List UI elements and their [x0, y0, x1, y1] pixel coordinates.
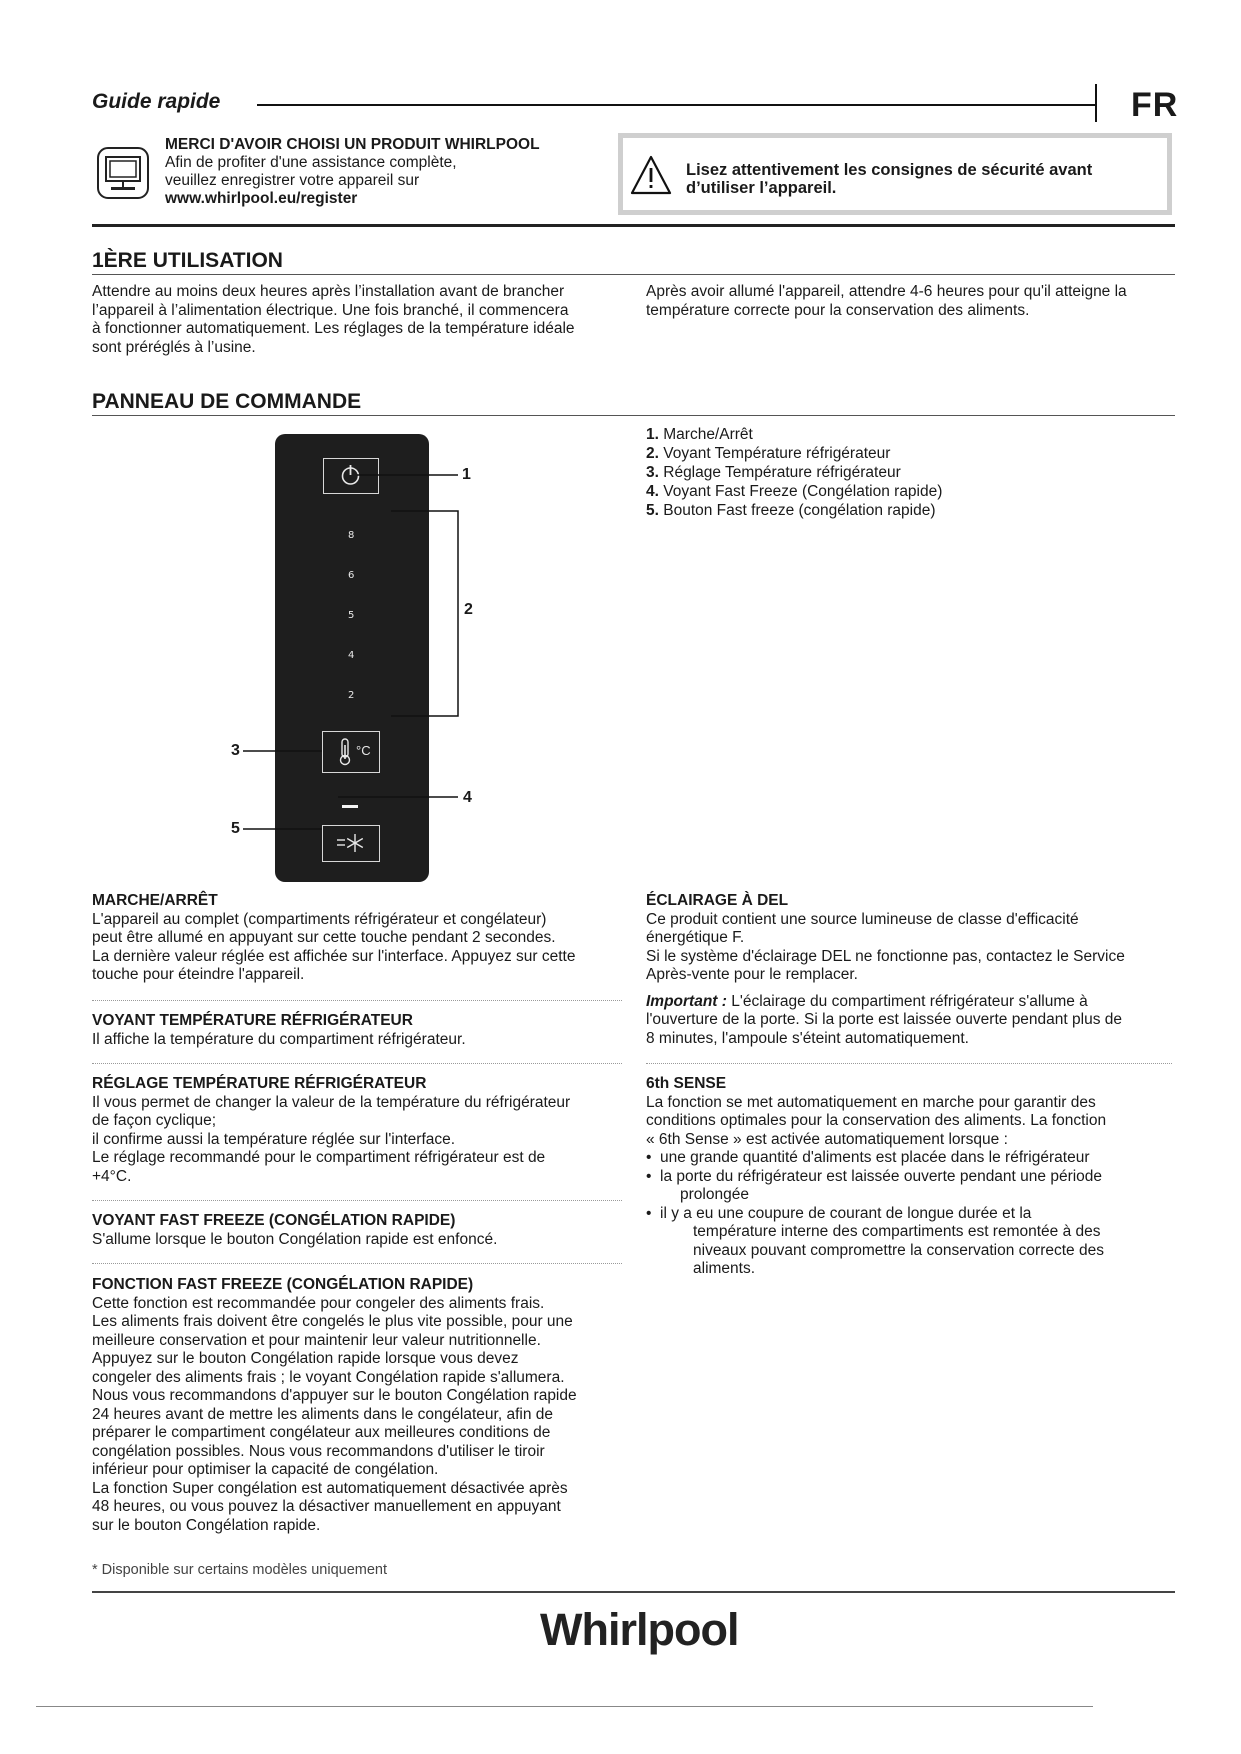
text-line: il confirme aussi la température réglée sur l'interface. — [92, 1130, 456, 1148]
text-line: température correcte pour la conservation des aliments. — [646, 301, 1030, 319]
text-line: meilleure conservation et pour maintenir leur valeur nutritionnelle. — [92, 1331, 541, 1349]
text-line: Après avoir allumé l'appareil, attendre 4-6 heures pour qu'il atteigne la — [646, 283, 1127, 300]
warning-line: d’utiliser l’appareil. — [686, 179, 837, 197]
text-line: 24 heures avant de mettre les aliments dans le congélateur, afin de — [92, 1405, 553, 1423]
callout-lines — [230, 440, 480, 840]
warning-line: Lisez attentivement les consignes de sécurité avant — [686, 161, 1093, 179]
temp-level: 6 — [348, 570, 355, 581]
text-line: conditions optimales pour la conservation des aliments. La fonction — [646, 1112, 1107, 1129]
ff-led-section — [92, 1212, 632, 1249]
temp-level: 8 — [348, 530, 355, 541]
callout-number: 5 — [231, 820, 240, 837]
temp-level: 2 — [348, 690, 355, 701]
callout-number: 4 — [463, 789, 472, 806]
footer-rule — [92, 1591, 1175, 1593]
onoff-section — [92, 892, 632, 985]
legend-item: 5. Bouton Fast freeze (congélation rapide) — [646, 502, 936, 519]
temp-level: 4 — [348, 650, 355, 661]
legend-item: 4. Voyant Fast Freeze (Congélation rapide) — [646, 483, 943, 500]
whirlpool-logo: Whirlpool — [540, 1604, 739, 1655]
warning-icon — [630, 155, 672, 195]
temp-set-title: RÉGLAGE TEMPÉRATURE RÉFRIGÉRATEUR — [92, 1075, 427, 1092]
important-line: Important : L'éclairage du compartiment réfrigérateur s'allume à — [646, 992, 1088, 1010]
safety-warning-text — [686, 161, 1156, 197]
text-line: sur le bouton Congélation rapide. — [92, 1516, 321, 1534]
text-line: inférieur pour optimiser la capacité de congélation. — [92, 1461, 439, 1478]
monitor-icon — [97, 147, 149, 199]
legend-item: 3. Réglage Température réfrigérateur — [646, 464, 901, 481]
dotted-divider — [92, 1000, 622, 1001]
text-line: +4°C. — [92, 1167, 132, 1185]
temp-led-title: VOYANT TEMPÉRATURE RÉFRIGÉRATEUR — [92, 1012, 413, 1029]
temp-set-section — [92, 1075, 632, 1186]
register-link[interactable]: www.whirlpool.eu/register — [165, 190, 358, 207]
ff-func-section — [92, 1276, 652, 1535]
text-line: Après-vente pour le remplacer. — [646, 966, 858, 983]
text-line: congeler des aliments frais ; le voyant Congélation rapide s'allumera. — [92, 1368, 565, 1386]
control-panel-title: PANNEAU DE COMMANDE — [92, 390, 362, 413]
sixth-sense-title: 6th SENSE — [646, 1075, 727, 1092]
language-code: FR — [1131, 86, 1179, 124]
callout-number: 3 — [231, 742, 240, 759]
ff-led-title: VOYANT FAST FREEZE (CONGÉLATION RAPIDE) — [92, 1212, 456, 1229]
dotted-divider — [92, 1063, 622, 1064]
celsius-label: °C — [356, 743, 371, 758]
text-line: à fonctionner automatiquement. Les réglages de la température idéale — [92, 320, 575, 337]
thanks-line: veuillez enregistrer votre appareil sur — [165, 172, 420, 189]
header-rule — [257, 104, 1095, 106]
text-line: touche pour éteindre l'appareil. — [92, 966, 305, 983]
text-line: Cette fonction est recommandée pour congeler des aliments frais. — [92, 1294, 545, 1312]
text-line: 48 heures, ou vous pouvez la désactiver manuellement en appuyant — [92, 1498, 561, 1515]
callout-number: 1 — [462, 466, 471, 483]
text-line: de façon cyclique; — [92, 1112, 217, 1129]
important-label: Important : — [646, 992, 727, 1010]
text-line: Appuyez sur le bouton Congélation rapide lorsque vous devez — [92, 1350, 519, 1367]
text-line: l'ouverture de la porte. Si la porte est laissée ouverte pendant plus de — [646, 1011, 1123, 1028]
text-line: Le réglage recommandé pour le compartiment réfrigérateur est de — [92, 1149, 546, 1166]
text-line: La dernière valeur réglée est affichée sur l'interface. Appuyez sur cette — [92, 947, 576, 965]
text-line: La fonction Super congélation est automatiquement désactivée après — [92, 1479, 568, 1497]
header-separator — [92, 224, 1175, 227]
dotted-divider — [92, 1200, 622, 1201]
control-panel-legend — [646, 425, 942, 520]
first-use-title: 1ÈRE UTILISATION — [92, 249, 283, 272]
first-use-right — [646, 283, 1174, 320]
text-line: S'allume lorsque le bouton Congélation rapide est enfoncé. — [92, 1230, 498, 1248]
legend-item: 2. Voyant Température réfrigérateur — [646, 445, 891, 462]
legend-item: 1. Marche/Arrêt — [646, 426, 753, 443]
list-item: • la porte du réfrigérateur est laissée ouverte pendant une période prolongée — [646, 1168, 1174, 1205]
text-line: Si le système d'éclairage DEL ne fonctionne pas, contactez le Service — [646, 947, 1125, 965]
list-item: • il y a eu une coupure de courant de longue durée et la température interne des compartiments est remontée à des niveaux pouvant compromettre la conservation correcte des aliments. — [646, 1205, 1174, 1279]
text-line: Nous vous recommandons d'appuyer sur le bouton Congélation rapide — [92, 1387, 577, 1404]
section-rule — [92, 415, 1175, 416]
sixth-sense-list — [646, 1149, 1174, 1279]
text-line: Les aliments frais doivent être congelés le plus vite possible, pour une — [92, 1313, 573, 1330]
first-use-left — [92, 283, 632, 357]
text-line: l’appareil à l’alimentation électrique. Une fois branché, il commencera — [92, 301, 569, 319]
text-line: Il affiche la température du compartiment réfrigérateur. — [92, 1030, 466, 1048]
list-item: • une grande quantité d'aliments est placée dans le réfrigérateur — [646, 1149, 1174, 1168]
callout-number: 2 — [464, 601, 473, 618]
ff-func-title: FONCTION FAST FREEZE (CONGÉLATION RAPIDE) — [92, 1276, 474, 1293]
sixth-sense-section — [646, 1075, 1174, 1279]
text-line: 8 minutes, l'ampoule s'éteint automatiquement. — [646, 1029, 969, 1047]
page-bottom-rule — [36, 1706, 1093, 1707]
temp-level: 5 — [348, 610, 355, 621]
dotted-divider — [92, 1263, 622, 1264]
guide-title: Guide rapide — [92, 90, 221, 113]
onoff-title: MARCHE/ARRÊT — [92, 892, 218, 909]
text-line: préparer le compartiment congélateur aux meilleures conditions de — [92, 1424, 551, 1441]
text-line: sont préréglés à l’usine. — [92, 338, 256, 356]
text-line: énergétique F. — [646, 929, 745, 946]
text-line: Attendre au moins deux heures après l’installation avant de brancher — [92, 283, 565, 300]
thanks-title: MERCI D'AVOIR CHOISI UN PRODUIT WHIRLPOOL — [165, 136, 540, 153]
header-tick — [1095, 84, 1097, 122]
text-line: congélation possibles. Nous vous recommandons d'utiliser le tiroir — [92, 1442, 545, 1460]
led-section — [646, 892, 1174, 1048]
text-line: « 6th Sense » est activée automatiquement lorsque : — [646, 1130, 1008, 1148]
text-line: Il vous permet de changer la valeur de la température du réfrigérateur — [92, 1093, 571, 1111]
text-line: La fonction se met automatiquement en marche pour garantir des — [646, 1093, 1096, 1111]
thanks-line: Afin de profiter d'une assistance complète, — [165, 154, 457, 171]
temp-led-section — [92, 1012, 632, 1049]
text-line: L'appareil au complet (compartiments réfrigérateur et congélateur) — [92, 910, 547, 928]
led-title: ÉCLAIRAGE À DEL — [646, 892, 789, 909]
text-line: peut être allumé en appuyant sur cette touche pendant 2 secondes. — [92, 929, 556, 946]
footnote: * Disponible sur certains modèles uniquement — [92, 1562, 387, 1578]
thanks-block — [165, 136, 540, 208]
dotted-divider — [646, 1063, 1172, 1064]
text-line: Ce produit contient une source lumineuse de classe d'efficacité — [646, 910, 1079, 928]
section-rule — [92, 274, 1175, 275]
